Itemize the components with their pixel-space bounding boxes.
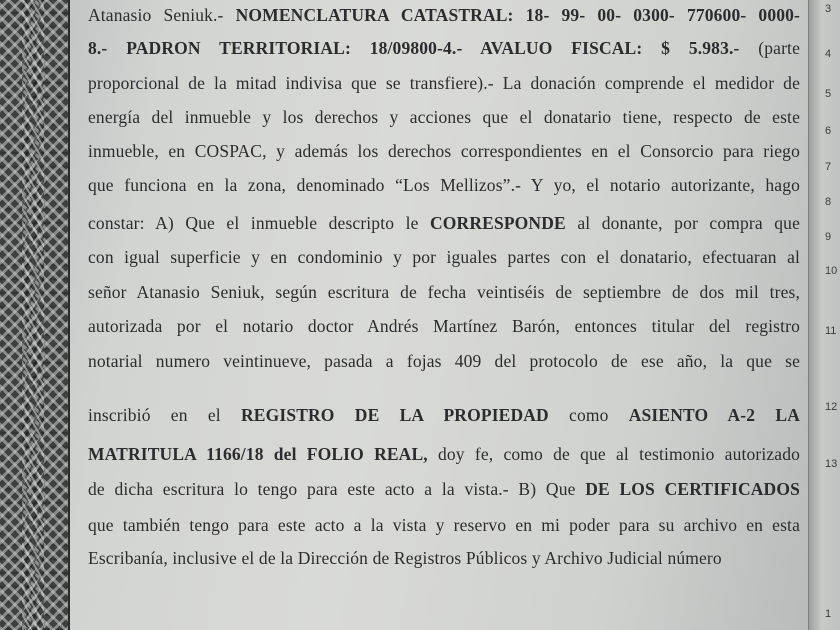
text-line bbox=[88, 476, 800, 502]
text-segment: autorizada por el notario doctor Andrés Martínez Barón, entonces titular del registro bbox=[88, 316, 800, 336]
line-number: 8 bbox=[825, 196, 832, 208]
bold-text-segment: ASIENTO A-2 LA bbox=[628, 405, 800, 425]
line-number: 9 bbox=[825, 231, 832, 243]
text-segment: que funciona en la zona, denominado “Los Mellizos”.- Y yo, el notario autorizante, hago bbox=[88, 175, 800, 195]
text-segment: notarial numero veintinueve, pasada a fojas 409 del protocolo de ese año, la que se bbox=[88, 351, 800, 371]
margin-line-numbers bbox=[808, 0, 840, 630]
text-segment: constar: A) Que el inmueble descripto le bbox=[88, 213, 430, 233]
border-pattern bbox=[22, 0, 44, 630]
bold-text-segment: DE LOS CERTIFICADOS bbox=[585, 479, 800, 499]
bold-text-segment: MATRITULA 1166/18 del FOLIO REAL, bbox=[88, 444, 428, 464]
text-line bbox=[88, 210, 800, 236]
line-number: 5 bbox=[825, 88, 832, 100]
text-segment: inmueble, en COSPAC, y además los derechos correspondientes en el Consorcio para riego bbox=[88, 141, 800, 161]
text-line bbox=[88, 35, 800, 61]
line-number: 10 bbox=[825, 265, 838, 277]
text-line bbox=[88, 512, 800, 538]
text-segment: señor Atanasio Seniuk, según escritura de fecha veintiséis de septiembre de dos mil tres, bbox=[88, 282, 800, 302]
line-number: 4 bbox=[825, 48, 832, 60]
line-number: 7 bbox=[825, 161, 832, 173]
bold-text-segment: NOMENCLATURA CATASTRAL: 18- 99- 00- 0300- 770600- 0000- bbox=[235, 5, 800, 25]
line-number: 11 bbox=[825, 325, 837, 337]
text-segment: con igual superficie y en condominio y por iguales partes con el donatario, efectuaran al bbox=[88, 247, 800, 267]
text-line bbox=[88, 104, 800, 130]
text-segment: proporcional de la mitad indivisa que se transfiere).- La donación comprende el medidor de bbox=[88, 73, 800, 93]
line-number: 3 bbox=[825, 3, 832, 15]
text-segment: energía del inmueble y los derechos y acciones que el donatario tiene, respecto de este bbox=[88, 107, 800, 127]
text-line bbox=[88, 441, 800, 467]
text-line bbox=[88, 244, 800, 270]
text-segment: doy fe, como de que al testimonio autorizado bbox=[427, 444, 800, 464]
text-line bbox=[88, 172, 800, 198]
line-number: 12 bbox=[825, 401, 838, 413]
text-line bbox=[88, 138, 800, 164]
text-segment: inscribió en el bbox=[88, 405, 241, 425]
text-line bbox=[88, 348, 800, 374]
text-segment: Escribanía, inclusive el de la Dirección de Registros Públicos y Archivo Judicial número bbox=[88, 548, 722, 568]
line-number: 13 bbox=[825, 458, 838, 470]
decorative-border bbox=[0, 0, 70, 630]
deed-text bbox=[88, 0, 803, 630]
text-segment: que también tengo para este acto a la vista y reservo en mi poder para su archivo en esta bbox=[88, 515, 800, 535]
text-line bbox=[88, 402, 800, 428]
text-segment: como bbox=[548, 405, 629, 425]
text-line bbox=[88, 70, 800, 96]
text-line bbox=[88, 2, 800, 28]
line-number: 1 bbox=[825, 608, 832, 620]
text-segment: de dicha escritura lo tengo para este acto a la vista.- B) Que bbox=[88, 479, 586, 499]
text-segment: al donante, por compra que bbox=[565, 213, 800, 233]
bold-text-segment: 8.- PADRON TERRITORIAL: 18/09800-4.- AVALUO FISCAL: $ 5.983.- bbox=[88, 38, 740, 58]
bold-text-segment: REGISTRO DE LA PROPIEDAD bbox=[240, 405, 549, 425]
text-line bbox=[88, 313, 800, 339]
bold-text-segment: CORRESPONDE bbox=[430, 213, 566, 233]
text-segment: (parte bbox=[739, 38, 800, 58]
line-number: 6 bbox=[825, 125, 832, 137]
text-line bbox=[88, 545, 800, 571]
text-segment: Atanasio Seniuk.- bbox=[88, 5, 236, 25]
text-line bbox=[88, 279, 800, 305]
